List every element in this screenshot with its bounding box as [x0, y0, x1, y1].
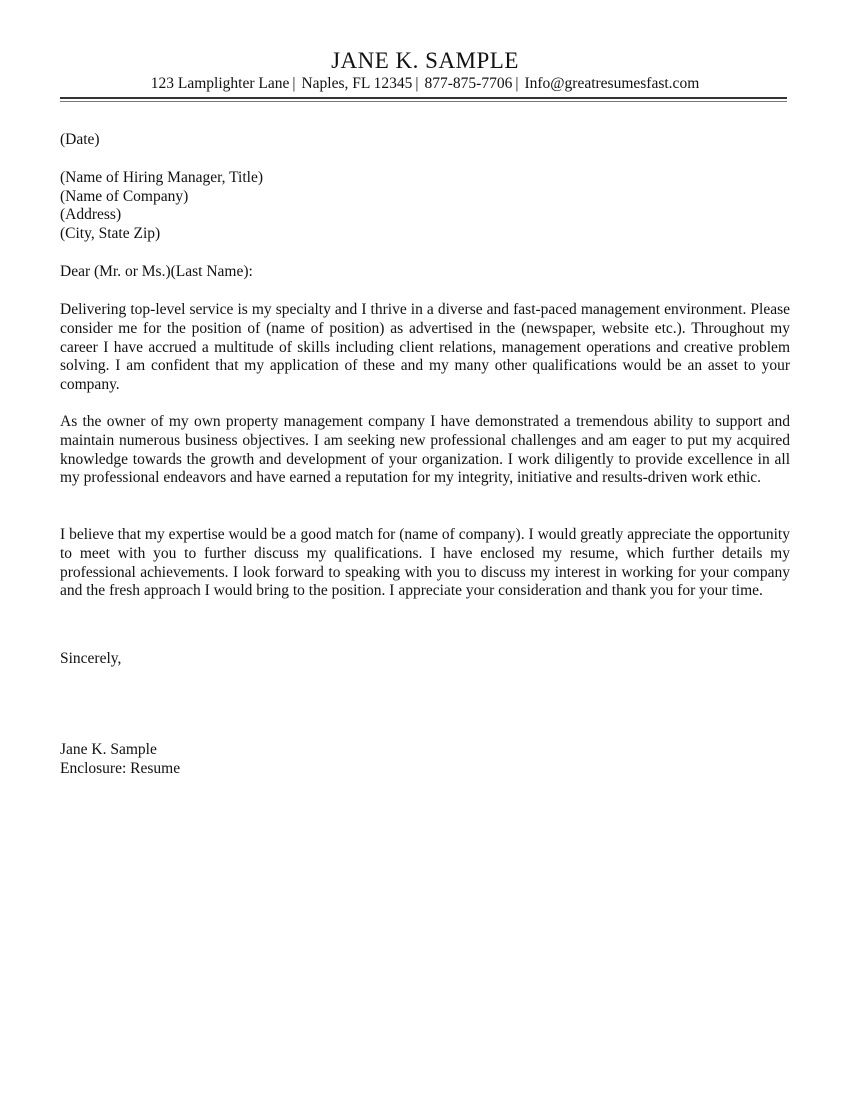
- contact-separator: |: [515, 75, 519, 92]
- contact-separator: |: [292, 75, 296, 92]
- applicant-name: JANE K. SAMPLE: [331, 48, 519, 73]
- contact-separator: |: [415, 75, 419, 92]
- recipient-block: [60, 169, 790, 244]
- recipient-company: (Name of Company): [60, 187, 189, 205]
- enclosure-note: Enclosure: Resume: [60, 759, 181, 777]
- body-paragraph: Delivering top-level service is my specialty and I thrive in a diverse and fast-paced management environment. Please consider me for the position of (name of position) as advertised in the (newspaper, website etc.). Throughout my career I have accrued a multitude of skills including client relations, management operations and creative problem solving. I am confident that my application of these and my many other qualifications would be an asset to your company.: [60, 301, 790, 394]
- header-divider-thick: [60, 97, 787, 99]
- recipient-city-state-zip: (City, State Zip): [60, 225, 161, 243]
- contact-email: Info@greatresumesfast.com: [524, 75, 700, 92]
- body-paragraph: As the owner of my own property management company I have demonstrated a tremendous ability to support and maintain numerous business objectives. I am seeking new professional challenges and am eager to put my acquired knowledge towards the growth and development of your organization. I work diligently to provide excellence in all my professional endeavors and have earned a reputation for my integrity, initiative and results-driven work ethic.: [60, 413, 790, 487]
- recipient-name-title: (Name of Hiring Manager, Title): [60, 169, 263, 186]
- closing: Sincerely,: [60, 650, 122, 667]
- contact-line: [0, 75, 850, 93]
- body-paragraph: I believe that my expertise would be a good match for (name of company). I would greatly appreciate the opportunity to meet with you to further discuss my qualifications. I have enclosed my resume, which further details my professional achievements. I look forward to speaking with you to discuss my interest in working for your company and the fresh approach I would bring to the position. I appreciate your consideration and thank you for your time.: [60, 526, 790, 600]
- header-divider-thin: [60, 101, 787, 102]
- contact-city: Naples, FL 12345: [301, 75, 413, 92]
- salutation: Dear (Mr. or Ms.)(Last Name):: [60, 263, 253, 280]
- signature-name: Jane K. Sample: [60, 741, 157, 758]
- contact-address: 123 Lamplighter Lane: [150, 75, 290, 92]
- signature-block: [60, 741, 790, 778]
- letter-date: (Date): [60, 131, 100, 148]
- recipient-address: (Address): [60, 206, 122, 224]
- contact-phone: 877-875-7706: [424, 75, 513, 92]
